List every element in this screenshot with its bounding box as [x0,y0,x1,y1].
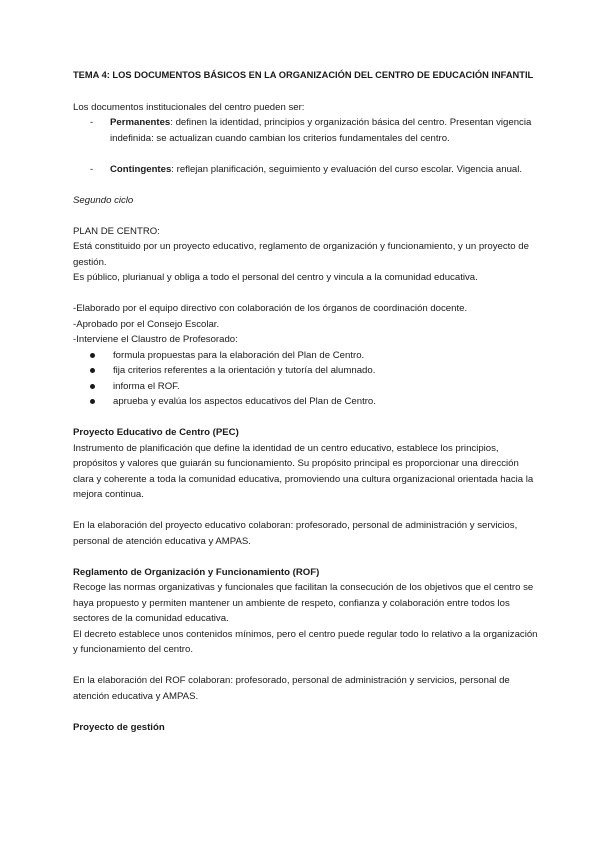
bullet-icon [90,399,95,404]
list-item [73,379,540,395]
list-item [73,363,540,379]
dash-marker: - [90,163,94,175]
type-description: : reflejan planificación, seguimiento y evaluación del curso escolar. Vigencia anual. [171,163,523,175]
section-label: Segundo ciclo [73,194,134,206]
bullet-icon [90,368,95,373]
list-item-text: informa el ROF. [113,380,180,392]
document-title: TEMA 4: LOS DOCUMENTOS BÁSICOS EN LA ORGANIZACIÓN DEL CENTRO DE EDUCACIÓN INFANTIL [73,70,534,80]
list-item-text: fija criterios referentes a la orientación y tutoría del alumnado. [113,365,376,376]
type-term: Contingentes [110,163,172,175]
plan-paragraph: Está constituido por un proyecto educativo, reglamento de organización y funcionamiento, y un proyecto de gestión. [73,241,529,268]
list-item [73,162,540,178]
plan-line: -Aprobado por el Consejo Escolar. [73,318,220,330]
list-item-text: formula propuestas para la elaboración del Plan de Centro. [113,349,365,361]
list-item [73,115,540,146]
plan-line: -Interviene el Claustro de Profesorado: [73,334,238,345]
pec-paragraph: En la elaboración del proyecto educativo colaboran: profesorado, personal de administración y servicios, personal de atención educativa y AMPAS. [73,520,518,547]
rof-paragraph: Recoge las normas organizativas y funcionales que facilitan la consecución de los objetivos que el centro se haya propuesto y permiten mantener un ambiente de respeto, confianza y colaboración entre todos los sectores de la comunidad educativa. [73,582,534,624]
type-description: : definen la identidad, principios y organización básica del centro. Presentan vigencia indefinida: se actualizan cuando cambian los criterios fundamentales del centro. [110,117,532,144]
pec-paragraph: Instrumento de planificación que define la identidad de un centro educativo, establece los principios, propósitos y valores que guiarán su funcionamiento. Su propósito principal es proporcionar una dirección clara y coherente a toda la comunidad educativa, promoviendo una cultura organizacional orientada hacia la mejora continua. [73,442,534,500]
bullet-icon [90,353,95,358]
list-item-text: aprueba y evalúa los aspectos educativos del Plan de Centro. [113,396,376,407]
bullet-icon [90,384,95,389]
plan-paragraph: Es público, plurianual y obliga a todo el personal del centro y vincula a la comunidad educativa. [73,272,478,283]
list-item [73,348,540,364]
pec-heading: Proyecto Educativo de Centro (PEC) [73,427,239,438]
type-term: Permanentes [110,117,171,128]
list-item [73,394,540,410]
document-types-list [73,115,540,177]
rof-paragraph: El decreto establece unos contenidos mínimos, pero el centro puede regular todo lo relativo a la organización y funcionamiento del centro. [73,628,538,655]
rof-heading: Reglamento de Organización y Funcionamiento (ROF) [73,566,320,578]
gestion-heading: Proyecto de gestión [73,721,165,733]
rof-paragraph: En la elaboración del ROF colaboran: profesorado, personal de administración y servicios, personal de atención educativa y AMPAS. [73,675,510,702]
intro-text: Los documentos institucionales del centro pueden ser: [73,101,305,113]
dash-marker: - [90,117,94,128]
plan-heading: PLAN DE CENTRO: [73,225,160,237]
claustro-list [73,348,540,410]
plan-line: -Elaborado por el equipo directivo con colaboración de los órganos de coordinación docente. [73,303,468,314]
